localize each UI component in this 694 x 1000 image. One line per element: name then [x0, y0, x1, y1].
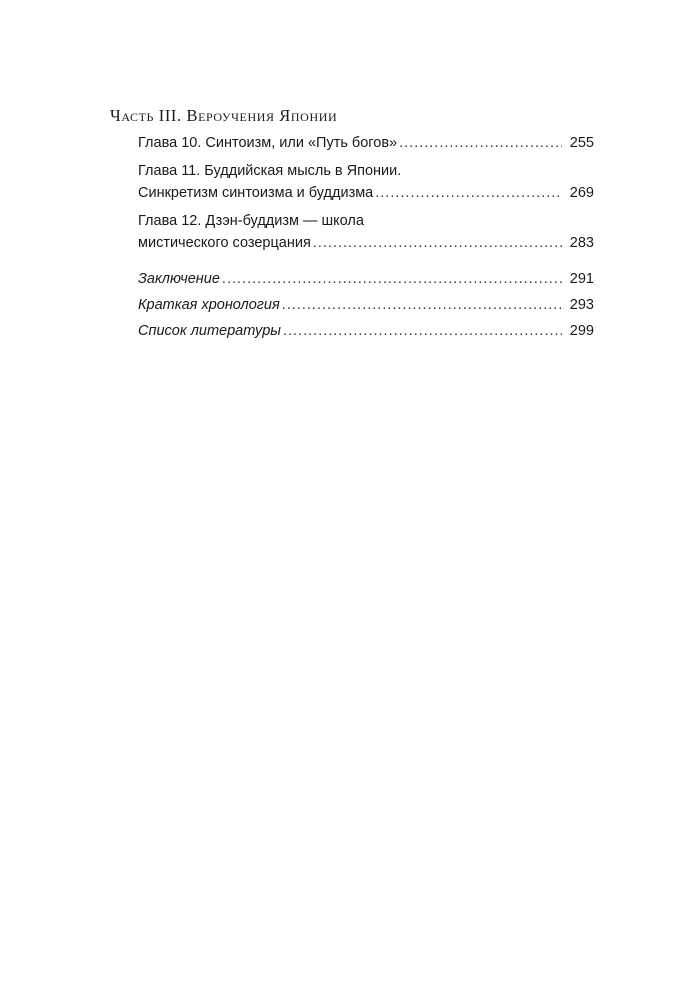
- toc-entry-chapter-11[interactable]: [138, 160, 594, 204]
- page-number: 293: [569, 297, 594, 313]
- dot-leader: [313, 232, 562, 254]
- toc-line: [138, 268, 594, 290]
- chapter-title: Глава 10. Синтоизм, или «Путь богов»: [138, 135, 398, 151]
- chapter-title-lead: Глава 12. Дзэн-буддизм — школа: [138, 213, 364, 229]
- page-number: 269: [569, 185, 594, 201]
- back-matter-title: Заключение: [138, 271, 220, 287]
- toc-line: [138, 320, 594, 342]
- toc-entry-chapter-10[interactable]: [138, 132, 594, 154]
- toc-line: [138, 182, 594, 204]
- chapter-title: мистического созерцания: [138, 235, 311, 251]
- back-matter-title: Краткая хронология: [138, 297, 280, 313]
- page-number: 283: [569, 235, 594, 251]
- chapter-title: Синкретизм синтоизма и буддизма: [138, 185, 374, 201]
- dot-leader: [375, 182, 562, 204]
- dot-leader: [222, 268, 562, 290]
- back-matter-title: Список литературы: [138, 323, 281, 339]
- toc-entry-conclusion[interactable]: [138, 268, 594, 290]
- toc-line: [138, 232, 594, 254]
- part-title: Часть III. Вероучения Японии: [110, 106, 338, 125]
- dot-leader: [399, 132, 562, 154]
- page-number: 299: [569, 323, 594, 339]
- dot-leader: [282, 294, 562, 316]
- toc-line: [138, 132, 594, 154]
- page-number: 255: [569, 135, 594, 151]
- toc-entry-chapter-12[interactable]: [138, 210, 594, 254]
- dot-leader: [283, 320, 562, 342]
- table-of-contents: [110, 106, 594, 346]
- toc-line: [138, 294, 594, 316]
- chapter-title-lead: Глава 11. Буддийская мысль в Японии.: [138, 163, 402, 179]
- page-number: 291: [569, 271, 594, 287]
- toc-entry-chronology[interactable]: [138, 294, 594, 316]
- toc-entry-bibliography[interactable]: [138, 320, 594, 342]
